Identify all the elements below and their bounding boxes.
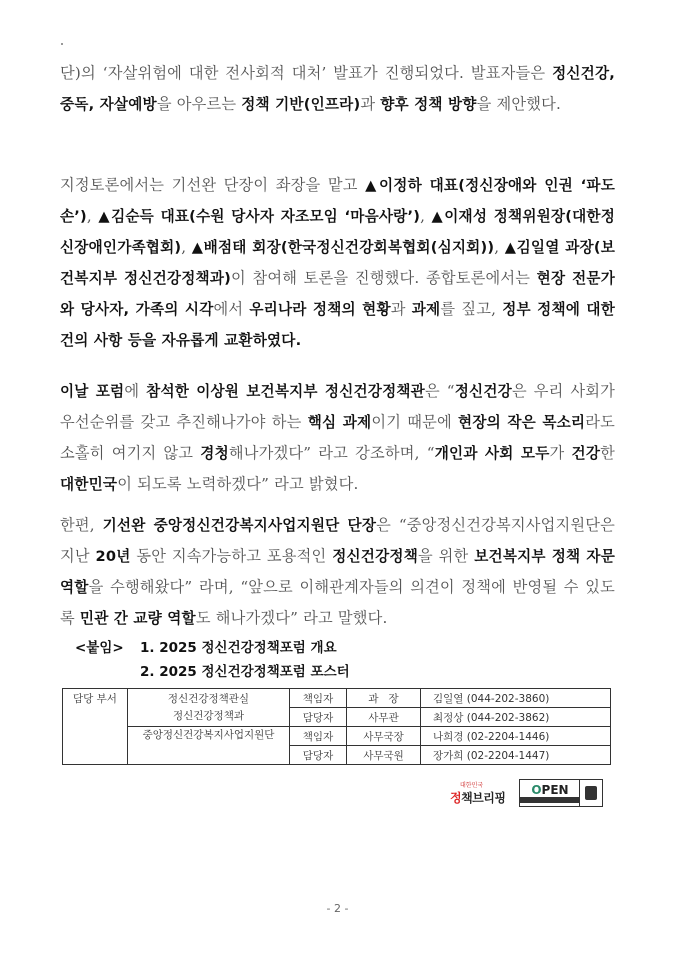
emphasis-text: 현장의 작은 목소리 — [458, 414, 586, 431]
paragraph-presentation-summary — [60, 58, 615, 120]
table-row — [63, 727, 611, 746]
logo-accent: 정 — [450, 791, 462, 805]
table-row — [63, 689, 611, 708]
name-phone-cell: 김일열 (044-202-3860) — [421, 689, 611, 708]
role-cell: 담당자 — [290, 708, 347, 727]
emphasis-text: ▲김순득 대표(수원 당사자 자조모임 ‘마음사랑’) — [98, 208, 421, 225]
body-text: 을 위한 — [418, 547, 475, 565]
policy-briefing-logo — [450, 780, 505, 806]
emphasis-text: 대한민국 — [60, 476, 118, 493]
emphasis-text: 정신건강 — [454, 383, 512, 400]
org-name-line: 정신건강정책과 — [172, 709, 244, 722]
body-text: 지정토론에서는 기선완 단장이 좌장을 맡고 — [60, 176, 366, 194]
emphasis-text: 경청 — [200, 445, 229, 462]
paragraph-designated-discussion — [60, 170, 615, 356]
logo-rest: 책브리핑 — [461, 791, 506, 805]
attribution-person-icon — [585, 786, 597, 800]
emphasis-text: 현장 전문가와 당사자, 가족의 시각 — [60, 270, 615, 318]
body-text: 이 참여해 토론을 진행했다. 종합토론에서는 — [231, 269, 537, 287]
org-name-line: 정신건강정책관실 — [167, 692, 250, 705]
title-cell: 사무국장 — [347, 727, 421, 746]
body-text: 해나가겠다” 라고 강조하며, “ — [228, 444, 435, 462]
body-text: 동안 지속가능하고 포용적인 — [130, 547, 333, 565]
stray-mark — [61, 43, 63, 45]
emphasis-text: ▲김일열 과장(보건복지부 정신건강정책과) — [60, 239, 615, 287]
emphasis-text: ▲이재성 정책위원장(대한정신장애인가족협회) — [60, 208, 615, 256]
title-cell: 사무관 — [347, 708, 421, 727]
body-text: 도 해나가겠다” 라고 말했다. — [195, 609, 388, 627]
body-text: 이 되도록 노력하겠다” 라고 밝혔다. — [117, 475, 359, 493]
paragraph-center-director-remarks — [60, 510, 615, 634]
emphasis-text: 20년 — [95, 548, 131, 565]
emphasis-text: 정부 정책에 대한 건의 사항 등을 자유롭게 교환하였다. — [60, 301, 616, 349]
logos — [450, 779, 603, 807]
role-cell: 책임자 — [290, 689, 347, 708]
page-number: - 2 - — [326, 902, 349, 915]
contact-table — [62, 688, 611, 765]
body-text: , — [494, 238, 505, 256]
emphasis-text: 민관 간 교량 역할 — [79, 610, 196, 627]
body-text: , — [181, 238, 192, 256]
emphasis-text: 우리나라 정책의 현황 — [249, 301, 391, 318]
emphasis-text: 핵심 과제 — [307, 414, 372, 431]
emphasis-text: 기선완 중앙정신건강복지사업지원단 단장 — [102, 517, 377, 534]
emphasis-text: ▲배점태 회장(한국정신건강회복협회(심지회)) — [191, 239, 495, 256]
body-text: 이기 때문에 — [371, 413, 459, 431]
open-rest: PEN — [541, 782, 569, 797]
body-text: 과 — [390, 300, 412, 318]
emphasis-text: 보건복지부 정책 자문 역할 — [60, 548, 615, 596]
emphasis-text: 향후 정책 방향 — [380, 96, 477, 113]
open-strip — [520, 797, 579, 803]
body-text: 을 아우르는 — [156, 95, 242, 113]
attachments-label: <붙임> — [75, 640, 124, 656]
body-text: 라도 소홀히 여기지 않고 — [60, 413, 615, 462]
name-phone-cell: 나희경 (02-2204-1446) — [421, 727, 611, 746]
role-cell: 책임자 — [290, 727, 347, 746]
body-text: 에 — [124, 382, 147, 400]
attachment-item: 1. 2025 정신건강정책포럼 개요 — [140, 640, 337, 656]
body-text: 은 우리 사회가 우선순위를 갖고 추진해나가야 하는 — [60, 382, 615, 431]
body-text: 가 — [549, 444, 572, 462]
body-text: 은 “중앙정신건강복지사업지원단은 지난 — [60, 516, 616, 565]
emphasis-text: 이날 포럼 — [60, 383, 125, 400]
body-text: , — [86, 207, 99, 225]
body-text: 를 짚고, — [440, 300, 503, 318]
body-text: 단)의 ‘자살위험에 대한 전사회적 대처’ 발표가 진행되었다. 발표자들은 — [60, 64, 553, 82]
emphasis-text: 건강 — [571, 445, 601, 462]
body-text: 에서 — [213, 300, 250, 318]
org-cell-policy-office — [128, 689, 290, 727]
body-text: , — [420, 207, 432, 225]
title-cell: 사무국원 — [347, 746, 421, 765]
emphasis-text: 정신건강, 중독, 자살예방 — [60, 65, 615, 113]
body-text: 을 제안했다. — [476, 95, 562, 113]
title-cell: 과 장 — [347, 689, 421, 708]
org-cell-support-center: 중앙정신건강복지사업지원단 — [128, 727, 290, 765]
emphasis-text: 과제 — [411, 301, 441, 318]
name-phone-cell: 최정상 (044-202-3862) — [421, 708, 611, 727]
emphasis-text: 정책 기반(인프라) — [241, 96, 361, 113]
emphasis-text: 정신건강정책 — [332, 548, 418, 565]
attachment-item: 2. 2025 정신건강정책포럼 포스터 — [140, 664, 350, 680]
attachments-list — [75, 636, 350, 684]
paragraph-policy-director-remarks — [60, 376, 615, 500]
emphasis-text: 참석한 이상원 보건복지부 정신건강정책관 — [146, 383, 425, 400]
emphasis-text: 개인과 사회 모두 — [434, 445, 550, 462]
body-text: 과 — [360, 95, 381, 113]
body-text: 한편, — [60, 516, 103, 534]
name-phone-cell: 장가희 (02-2204-1447) — [421, 746, 611, 765]
dept-label-cell: 담당 부서 — [63, 689, 128, 765]
open-o: O — [531, 782, 542, 797]
logo-title — [450, 789, 505, 806]
role-cell: 담당자 — [290, 746, 347, 765]
body-text: 한 — [600, 444, 615, 462]
body-text: 을 수행해왔다” 라며, “앞으로 이해관계자들의 의견이 정책에 반영될 수 있도록 — [60, 578, 615, 627]
open-license-badge — [519, 779, 603, 807]
logo-subtitle: 대한민국 — [460, 782, 484, 789]
emphasis-text: ▲이정하 대표(정신장애와 인권 ‘파도손’) — [60, 177, 616, 225]
body-text: 은 “ — [424, 382, 455, 400]
open-wordmark — [531, 784, 568, 797]
